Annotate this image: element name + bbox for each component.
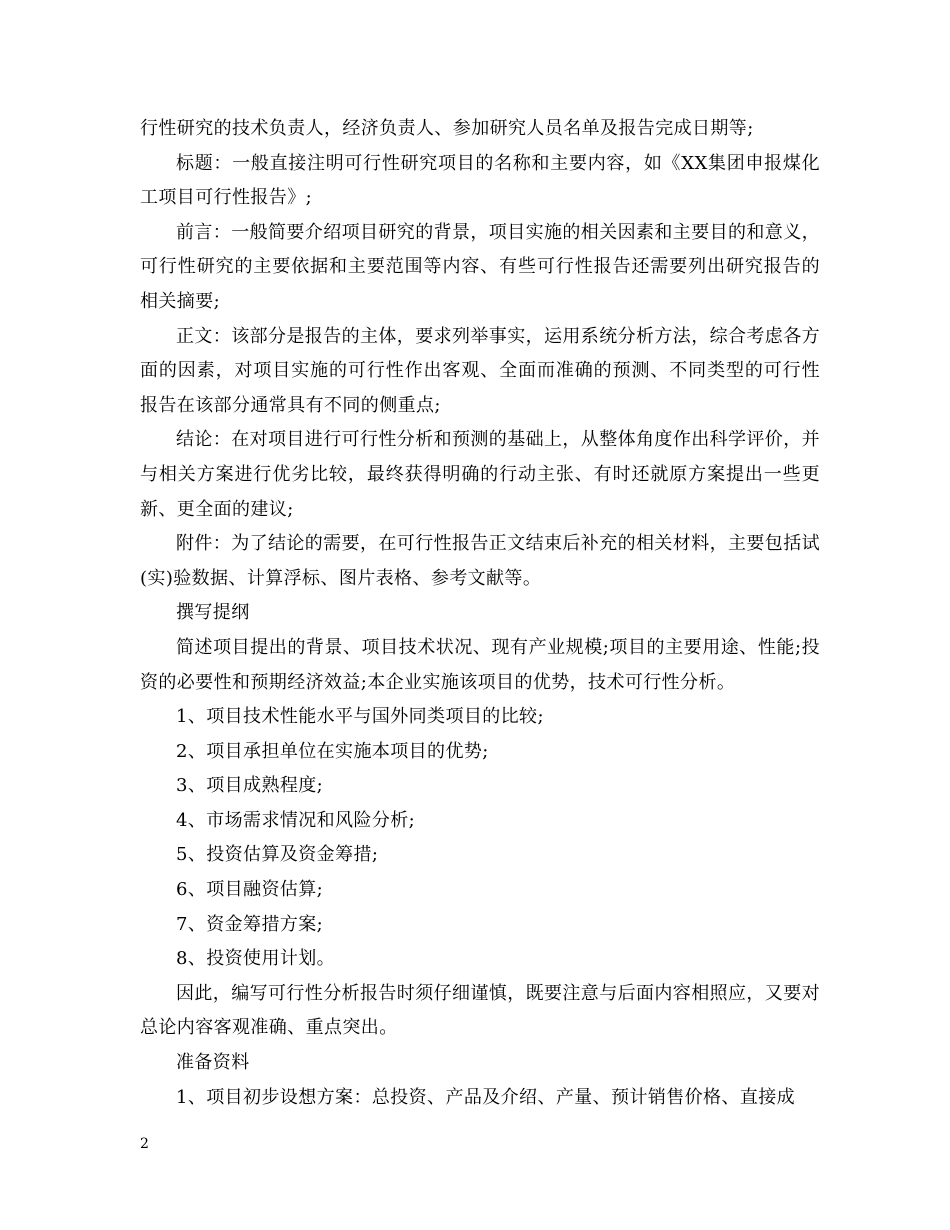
paragraph: 1、项目技术性能水平与国外同类项目的比较; xyxy=(176,706,544,728)
paragraph: 7、资金筹措方案; xyxy=(176,913,324,935)
page-number: 2 xyxy=(140,1136,149,1152)
paragraph: 附件：为了结论的需要，在可行性报告正文结束后补充的相关材料，主要包括试(实)验数据、计算浮标、图片表格、参考文献等。 xyxy=(140,533,820,589)
paragraph: 1、项目初步设想方案：总投资、产品及介绍、产量、预计销售价格、直接成 xyxy=(176,1086,796,1108)
paragraph: 准备资料 xyxy=(176,1052,250,1074)
paragraph: 撰写提纲 xyxy=(176,602,250,624)
paragraph: 4、市场需求情况和风险分析; xyxy=(176,809,416,831)
paragraph: 标题：一般直接注明可行性研究项目的名称和主要内容，如《XX集团申报煤化工项目可行性报告》; xyxy=(140,152,820,209)
paragraph: 简述项目提出的背景、项目技术状况、现有产业规模;项目的主要用途、性能;投资的必要性和预期经济效益;本企业实施该项目的优势，技术可行性分析。 xyxy=(140,636,820,693)
paragraph: 行性研究的技术负责人，经济负责人、参加研究人员名单及报告完成日期等; xyxy=(140,118,754,139)
paragraph: 结论：在对项目进行可行性分析和预测的基础上，从整体角度作出科学评价，并与相关方案进行优劣比较，最终获得明确的行动主张、有时还就原方案提出一些更新、更全面的建议; xyxy=(140,429,820,520)
paragraph: 3、项目成熟程度; xyxy=(176,775,324,797)
paragraph: 正文：该部分是报告的主体，要求列举事实，运用系统分析方法，综合考虑各方面的因素，对项目实施的可行性作出客观、全面而准确的预测、不同类型的可行性报告在该部分通常具有不同的侧重点; xyxy=(140,325,820,416)
paragraph: 前言：一般简要介绍项目研究的背景，项目实施的相关因素和主要目的和意义，可行性研究的主要依据和主要范围等内容、有些可行性报告还需要列出研究报告的相关摘要; xyxy=(140,221,820,312)
paragraph: 5、投资估算及资金筹措; xyxy=(176,844,379,866)
paragraph: 因此，编写可行性分析报告时须仔细谨慎，既要注意与后面内容相照应，又要对总论内容客观准确、重点突出。 xyxy=(140,982,820,1039)
document-body xyxy=(140,112,820,1115)
paragraph: 8、投资使用计划。 xyxy=(176,948,336,970)
paragraph: 6、项目融资估算; xyxy=(176,879,324,901)
paragraph: 2、项目承担单位在实施本项目的优势; xyxy=(176,740,489,762)
